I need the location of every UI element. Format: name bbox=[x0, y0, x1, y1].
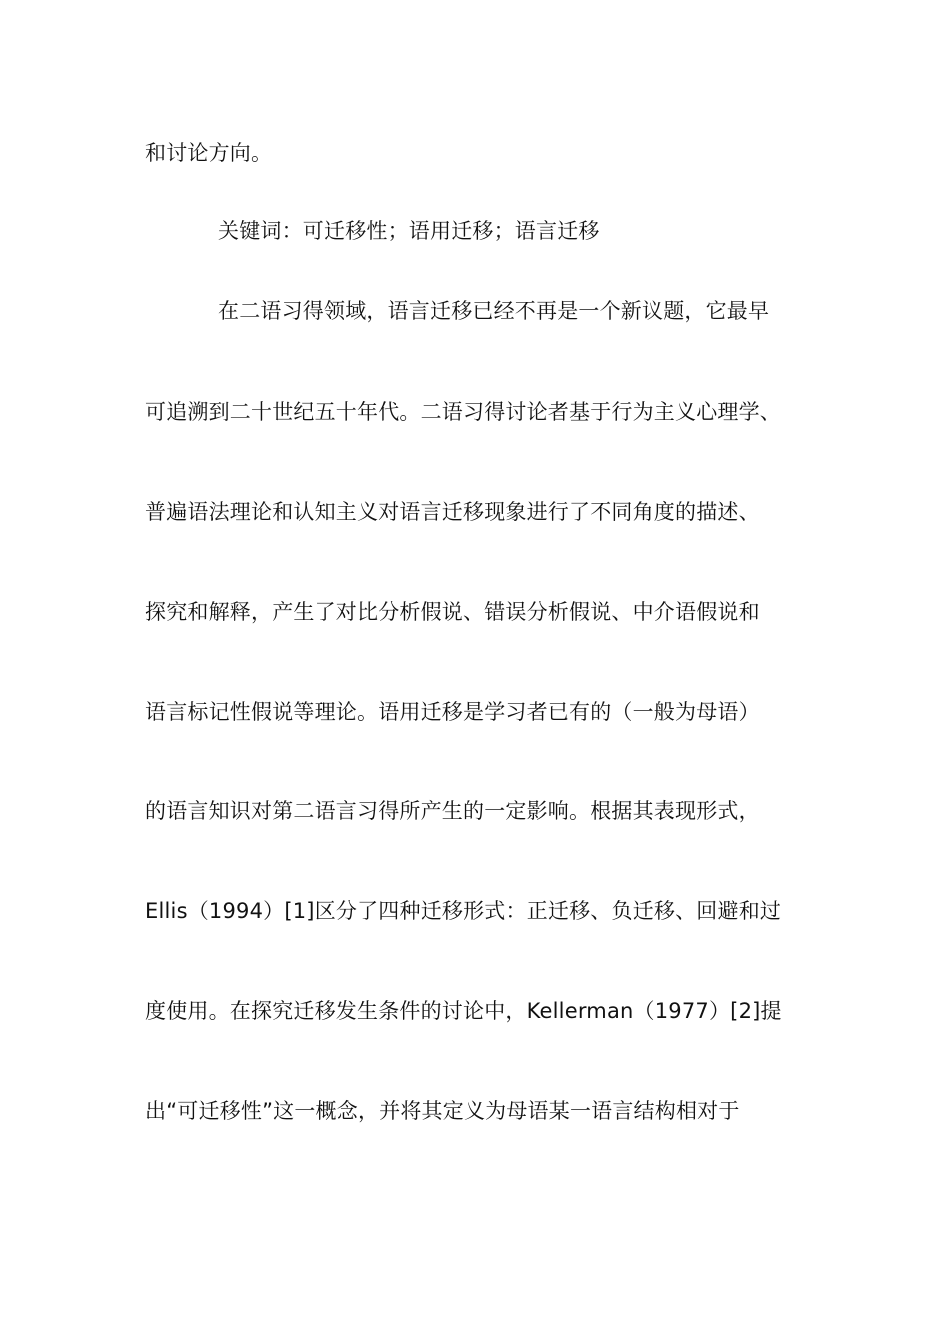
text-line-4: 可追溯到二十世纪五十年代。二语习得讨论者基于行为主义心理学、 bbox=[145, 400, 781, 424]
keywords-line: 关键词：可迁移性；语用迁移；语言迁移 bbox=[218, 219, 600, 243]
text-line-6: 探究和解释，产生了对比分析假说、错误分析假说、中介语假说和 bbox=[145, 600, 760, 624]
text-line-1: 和讨论方向。 bbox=[145, 141, 273, 165]
text-line-7: 语言标记性假说等理论。语用迁移是学习者已有的（一般为母语） bbox=[145, 700, 760, 724]
text-line-8: 的语言知识对第二语言习得所产生的一定影响。根据其表现形式， bbox=[145, 799, 760, 823]
text-line-5: 普遍语法理论和认知主义对语言迁移现象进行了不同角度的描述、 bbox=[145, 500, 760, 524]
text-line-9: Ellis（1994）[1]区分了四种迁移形式：正迁移、负迁移、回避和过 bbox=[145, 899, 782, 923]
text-line-11: 出“可迁移性”这一概念，并将其定义为母语某一语言结构相对于 bbox=[145, 1099, 740, 1123]
text-line-3: 在二语习得领域，语言迁移已经不再是一个新议题，它最早 bbox=[218, 299, 770, 323]
text-line-10: 度使用。在探究迁移发生条件的讨论中，Kellerman（1977）[2]提 bbox=[145, 999, 782, 1023]
